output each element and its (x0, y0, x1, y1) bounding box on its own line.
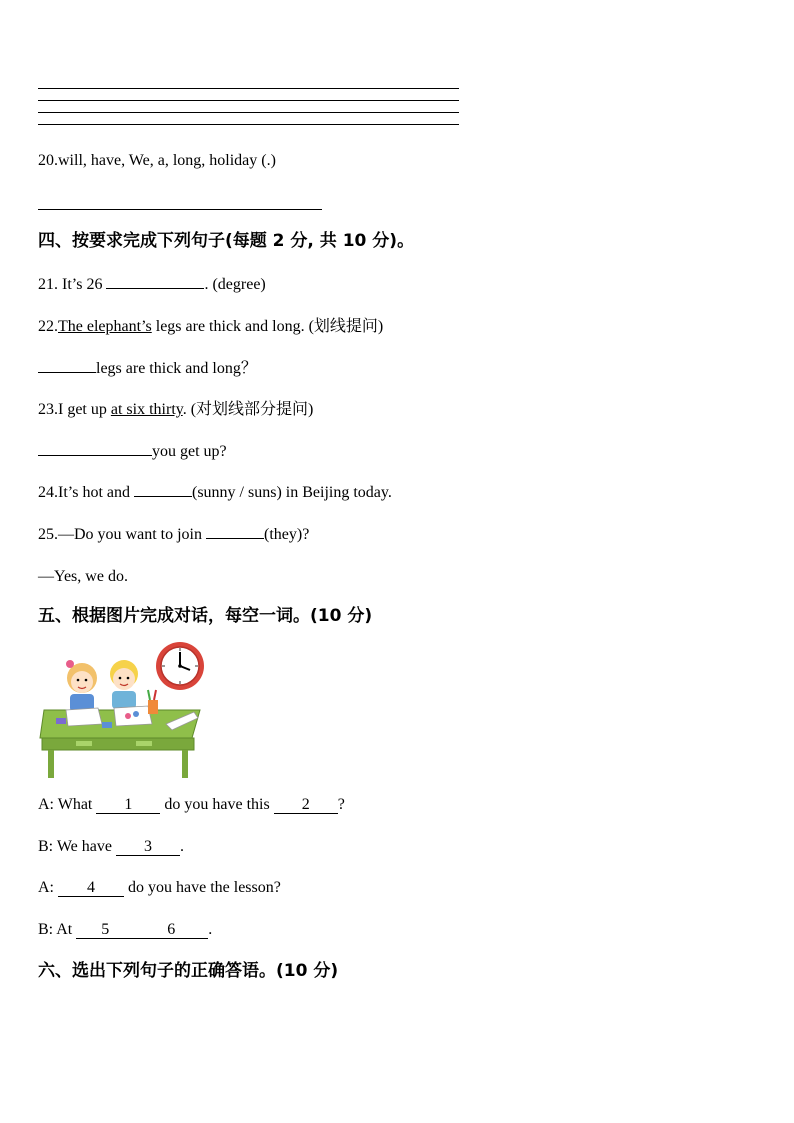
section-6-title: 六、选出下列句子的正确答语。(10 分) (38, 961, 339, 981)
question-25-answer: —Yes, we do. (38, 568, 128, 585)
question-22: 22.The elephant’s legs are thick and long. (划线提问) (38, 318, 384, 335)
blank-4[interactable]: 4 (58, 880, 124, 897)
answer-blank[interactable] (134, 496, 192, 497)
answer-blank[interactable] (206, 538, 264, 539)
question-number: 22. (38, 318, 58, 335)
dialogue-line-3: A: 4 do you have the lesson? (38, 879, 281, 896)
answer-blank[interactable] (106, 288, 204, 289)
question-23-answer: you get up? (38, 442, 227, 462)
question-number: 25. (38, 526, 58, 543)
question-22-answer: legs are thick and long？ (38, 359, 257, 379)
question-number: 21. (38, 276, 58, 293)
question-number: 23. (38, 401, 58, 418)
dialogue-line-4: B: At 5 6 . (38, 921, 213, 938)
clock-icon (156, 642, 204, 690)
blank-1[interactable]: 1 (96, 797, 160, 814)
section-5-title: 五、根据图片完成对话，每空一词。(10 分) (38, 606, 373, 626)
blank-3[interactable]: 3 (116, 839, 180, 856)
boy-figure (110, 660, 138, 709)
question-25: 25.—Do you want to join (they)? (38, 526, 310, 543)
section-4-title: 四、按要求完成下列句子(每题 2 分, 共 10 分)。 (38, 231, 415, 251)
girl-figure (66, 660, 97, 712)
writing-line (38, 124, 459, 125)
classroom-illustration (36, 638, 208, 780)
question-number: 24. (38, 484, 58, 501)
blank-5[interactable]: 5 (76, 922, 134, 939)
answer-line-20 (38, 209, 322, 210)
underlined-phrase: The elephant’s (58, 318, 152, 335)
question-21: 21. It’s 26 . (degree) (38, 276, 266, 293)
dialogue-line-2: B: We have 3 . (38, 838, 184, 855)
underlined-phrase: at six thirty (110, 401, 183, 418)
question-20 (38, 151, 276, 171)
answer-blank[interactable] (38, 455, 152, 456)
writing-line (38, 88, 459, 89)
question-number: 20. (38, 152, 58, 169)
question-23: 23.I get up at six thirty. (对划线部分提问) (38, 401, 314, 418)
question-text: will, have, We, a, long, holiday (.) (58, 152, 276, 169)
blank-2[interactable]: 2 (274, 797, 338, 814)
writing-line (38, 100, 459, 101)
writing-line (38, 112, 459, 113)
blank-6[interactable]: 6 (134, 922, 208, 939)
dialogue-line-1: A: What 1 do you have this 2 ? (38, 796, 345, 813)
answer-blank[interactable] (38, 372, 96, 373)
question-24: 24.It’s hot and (sunny / suns) in Beijing today. (38, 484, 392, 501)
